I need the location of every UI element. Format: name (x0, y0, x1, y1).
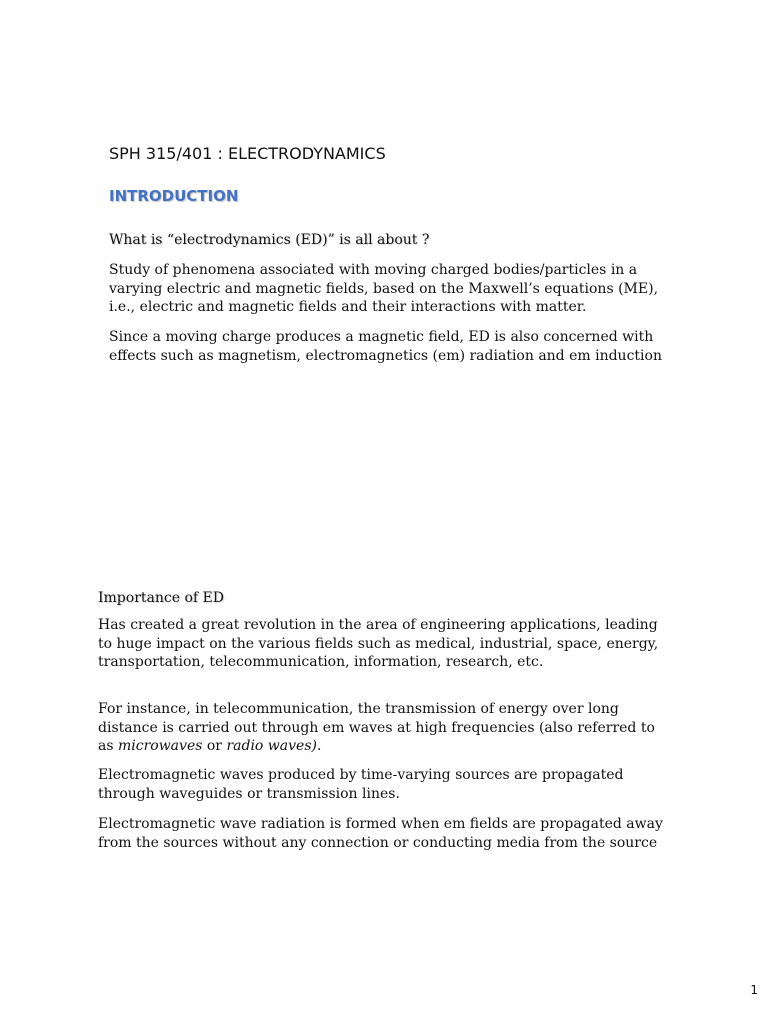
emphasis-term: radio waves) (226, 738, 317, 754)
intro-paragraph-1 (109, 261, 658, 317)
text-line: through waveguides or transmission lines. (98, 785, 400, 802)
text-line: distance is carried out through em waves at high frequencies (also referred to (98, 719, 655, 736)
emphasis-term: microwaves (117, 738, 203, 754)
text-line: i.e., electric and magnetic fields and their interactions with matter. (109, 299, 587, 315)
text-line: For instance, in telecommunication, the transmission of energy over long (98, 701, 619, 717)
text-line: to huge impact on the various fields such as medical, industrial, space, energy, (98, 635, 659, 652)
importance-paragraph-4 (98, 815, 663, 852)
text-line: effects such as magnetism, electromagnetics (em) radiation and em induction (109, 347, 662, 364)
importance-paragraph-1 (98, 616, 658, 672)
text-line: Since a moving charge produces a magnetic field, ED is also concerned with (109, 329, 654, 345)
text-line (98, 737, 655, 756)
intro-question: What is “electrodynamics (ED)” is all about ? (109, 232, 430, 248)
importance-paragraph-3 (98, 766, 624, 803)
intro-paragraph-2 (109, 328, 662, 365)
text-fragment: or (202, 738, 227, 754)
importance-paragraph-2 (98, 700, 655, 756)
course-title: SPH 315/401 : ELECTRODYNAMICS (109, 144, 386, 163)
text-fragment: . (316, 738, 322, 754)
text-line: Electromagnetic wave radiation is formed when em fields are propagated away (98, 816, 663, 832)
text-line: Has created a great revolution in the area of engineering applications, leading (98, 617, 658, 633)
introduction-heading: INTRODUCTION (109, 187, 239, 205)
text-line: from the sources without any connection or conducting media from the source (98, 834, 658, 851)
text-line: transportation, telecommunication, information, research, etc. (98, 654, 544, 670)
text-line: Electromagnetic waves produced by time-varying sources are propagated (98, 767, 624, 783)
text-line: varying electric and magnetic fields, based on the Maxwell’s equations (ME), (109, 280, 659, 297)
page-number: 1 (750, 983, 758, 997)
text-fragment: as (98, 738, 118, 754)
importance-heading: Importance of ED (98, 590, 224, 606)
text-line: Study of phenomena associated with moving charged bodies/particles in a (109, 262, 638, 278)
